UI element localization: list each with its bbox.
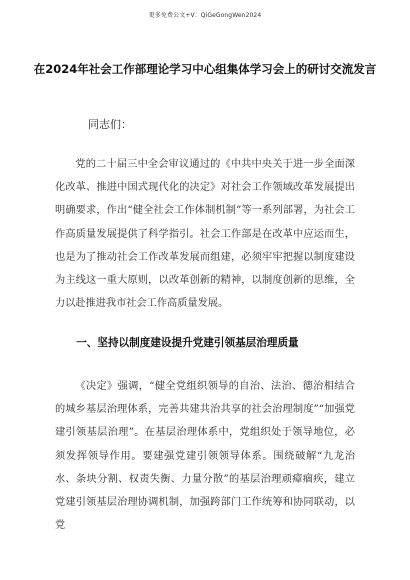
section-heading-1: 一、坚持以制度建设提升党建引领基层治理质量 bbox=[76, 337, 299, 349]
salutation: 同志们： bbox=[88, 118, 132, 131]
body-paragraph-2: 《决定》强调，“健全党组织领导的自治、法治、德治相结合的城乡基层治理体系，完善共建共治共享的社会治理制度”“加强党建引领基层治理”。在基层治理体系中，党组织处于领导地位，必须发挥领导作用。要建强党建引领领导体系。围绕破解“九龙治水、条块分割、权责失衡、力量分散”的基层治理顽瘴痼疾，建立党建引领基层治理协调机制，加强跨部门工作统筹和协同联动，以党 bbox=[55, 381, 355, 532]
document-title: 在2024年社会工作部理论学习中心组集体学习会上的研讨交流发言 bbox=[33, 62, 377, 76]
body-paragraph-1: 党的二十届三中全会审议通过的《中共中央关于进一步全面深化改革、推进中国式现代化的决定》对社会工作领域改革发展提出明确要求，作出“健全社会工作体制机制”等一系列部署，为社会工作高质量发展提供了科学指引。社会工作部是在改革中应运而生，也是为了推动社会工作改革发展而组建，必须牢牢把握以制度建设为主线这一重大原则，以改革创新的精神，以制度创新的思维，全力以赴推进我市社会工作高质量发展。 bbox=[55, 159, 355, 310]
header-watermark: 更多免费公文+V：QiGeGongWen2024 bbox=[148, 12, 262, 19]
